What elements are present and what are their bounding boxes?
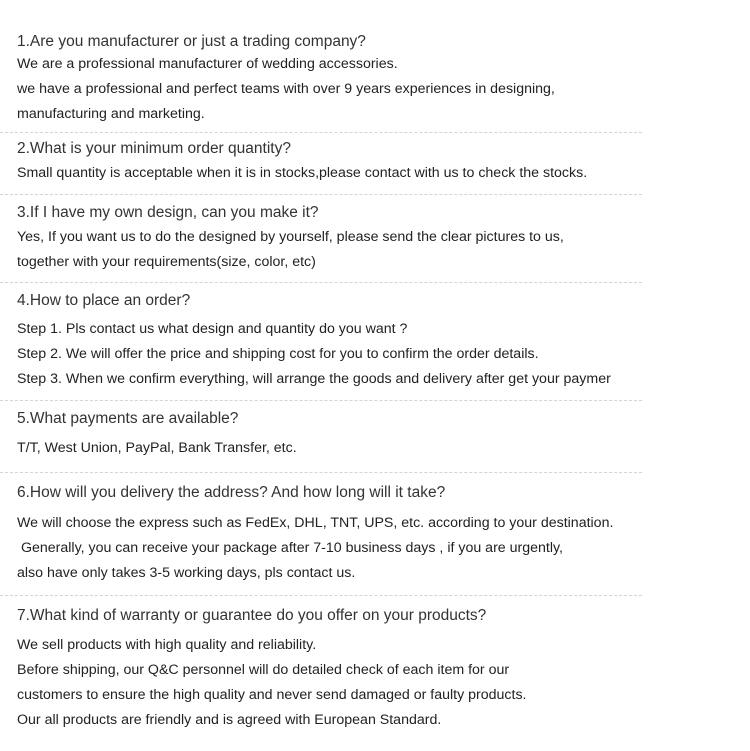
faq-answer-1-line-2: we have a professional and perfect teams with over 9 years experiences in designing,	[17, 81, 555, 97]
faq-divider	[0, 400, 642, 401]
faq-answer-5-line-1: T/T, West Union, PayPal, Bank Transfer, etc.	[17, 440, 297, 456]
faq-divider	[0, 282, 642, 283]
faq-answer-6-line-2: Generally, you can receive your package after 7-10 business days , if you are urgently,	[17, 540, 563, 556]
faq-question-4: 4.How to place an order?	[17, 292, 191, 309]
faq-answer-6-line-1: We will choose the express such as FedEx, DHL, TNT, UPS, etc. according to your destination.	[17, 515, 614, 531]
faq-answer-3-line-2: together with your requirements(size, color, etc)	[17, 254, 316, 270]
faq-question-2: 2.What is your minimum order quantity?	[17, 140, 291, 157]
faq-answer-2-line-1: Small quantity is acceptable when it is in stocks,please contact with us to check the stocks.	[17, 165, 588, 181]
faq-question-6: 6.How will you delivery the address? And how long will it take?	[17, 484, 446, 501]
faq-answer-4-line-3: Step 3. When we confirm everything, will arrange the goods and delivery after get your paymer	[17, 371, 611, 387]
faq-answer-4-line-2: Step 2. We will offer the price and shipping cost for you to confirm the order details.	[17, 346, 539, 362]
faq-answer-3-line-1: Yes, If you want us to do the designed by yourself, please send the clear pictures to us,	[17, 229, 564, 245]
faq-question-1: 1.Are you manufacturer or just a trading company?	[17, 33, 366, 50]
faq-divider	[0, 595, 642, 596]
faq-answer-4-line-1: Step 1. Pls contact us what design and quantity do you want ?	[17, 321, 408, 337]
faq-divider	[0, 194, 642, 195]
faq-question-7: 7.What kind of warranty or guarantee do you offer on your products?	[17, 607, 487, 624]
faq-answer-1-line-1: We are a professional manufacturer of wedding accessories.	[17, 56, 398, 72]
faq-answer-7-line-4: Our all products are friendly and is agreed with European Standard.	[17, 712, 442, 728]
faq-answer-1-line-3: manufacturing and marketing.	[17, 106, 205, 122]
faq-divider	[0, 472, 642, 473]
faq-divider	[0, 132, 642, 133]
faq-answer-7-line-3: customers to ensure the high quality and never send damaged or faulty products.	[17, 687, 527, 703]
faq-question-5: 5.What payments are available?	[17, 410, 239, 427]
faq-question-3: 3.If I have my own design, can you make it?	[17, 204, 319, 221]
faq-answer-7-line-1: We sell products with high quality and reliability.	[17, 637, 317, 653]
faq-answer-7-line-2: Before shipping, our Q&C personnel will do detailed check of each item for our	[17, 662, 510, 678]
faq-answer-6-line-3: also have only takes 3-5 working days, pls contact us.	[17, 565, 356, 581]
